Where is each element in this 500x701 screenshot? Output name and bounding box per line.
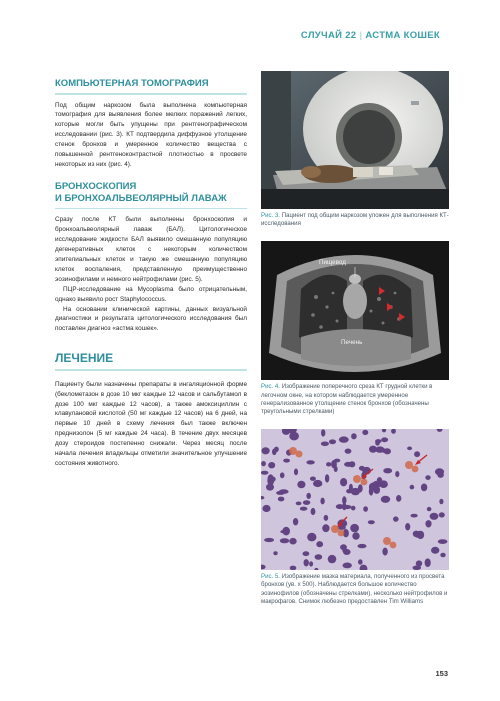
running-head [301,30,440,41]
cell-nucleus [346,489,352,493]
cell-nucleus [261,461,266,466]
right-column [261,71,449,606]
cell-nucleus [369,487,374,496]
cell-nucleus [425,475,430,480]
cell-nucleus [342,549,349,553]
cell-nucleus [289,538,296,545]
ct-scanner-photo [261,71,449,209]
bal-heading-line2: И БРОНХОАЛЬВЕОЛЯРНЫЙ ЛАВАЖ [55,192,227,204]
cell-nucleus [395,471,399,477]
cell-nucleus [325,474,329,482]
cell-nucleus [430,513,439,520]
cell-nucleus [345,449,352,454]
ct-slice-image [261,241,449,380]
figure-4-number: Рис. 4. [261,383,280,391]
section-rule [55,93,247,95]
cell-nucleus [280,473,285,479]
figure-3-photo [261,71,449,209]
figure-5-text: Изображение мазка материала, полученного из просвета бронхов (ув. х 500). Наблюдается большое количество эозинофилов (обозначены стрелками), несколько нейтрофилов и макрофагов. Снимок любезно предоставлен Tim Williams [261,573,448,605]
cell-nucleus [435,469,444,476]
cell-nucleus [405,523,410,530]
cell-nucleus [310,477,316,481]
bal-paragraph-1: Сразу после КТ были выполнены бронхоскопия и бронхоальвеолярный лаваж (БАЛ). Цитологическое исследование жидкости БАЛ выявило смешанную популяцию дегенеративных клеток с некоторым количеством эпителиальных клеток и такую же смешанную популяцию клеток воспаления, представленную преимущественно эозинофилами и немного нейтрофилами (рис. 5). [55,216,247,283]
figure-4-text: Изображение поперечного среза КТ грудной клетки в легочном окне, на котором наблюдается умеренное генерализованное утолщение стенок бронхов (обозначены треугольными стрелками) [261,383,433,416]
page-number: 153 [435,669,448,678]
cell-nucleus [276,491,285,495]
cell-nucleus [315,554,323,560]
cell-nucleus [297,481,305,488]
cell-nucleus [309,561,313,566]
cell-nucleus [416,561,422,567]
cell-nucleus [326,462,331,466]
cell-nucleus [350,524,359,532]
cell-nucleus [351,433,357,439]
cell-nucleus [273,551,277,555]
cell-nucleus [306,493,311,499]
cell-nucleus [410,485,415,490]
cell-nucleus [282,527,290,536]
figure-3-number: Рис. 3. [261,212,280,219]
section-heading-treatment: ЛЕЧЕНИЕ [55,351,114,366]
cell-nucleus [431,547,439,554]
cell-nucleus [396,495,401,502]
cell-nucleus [306,461,314,465]
cell-nucleus [342,503,346,511]
cell-nucleus [272,449,277,456]
header-separator: | [359,30,363,41]
cell-nucleus [381,496,390,503]
cell-nucleus [438,539,448,544]
cell-nucleus [352,532,359,540]
label-esophagus: Пищевод [319,259,346,267]
cell-nucleus [303,500,310,505]
section-rule [55,369,247,371]
cell-nucleus [294,469,298,476]
figure-5-cytology [261,429,449,570]
cell-nucleus [262,505,270,512]
figure-4-ct-slice [261,241,449,380]
cell-nucleus [351,506,356,511]
cytology-image [261,429,449,570]
cell-nucleus [264,538,274,542]
cell-nucleus [300,507,308,511]
cell-nucleus [296,502,302,506]
cell-nucleus [320,498,324,505]
cell-nucleus [321,442,329,447]
cell-nucleus [304,559,309,566]
cell-nucleus [376,483,385,487]
cell-nucleus [382,548,387,556]
bal-paragraph-3: На основании клинической картины, данных визуальной диагностики и результата цитологического исследования был поставлен диагноз «астма кошек». [55,305,247,333]
cell-nucleus [313,480,322,487]
section-heading-bal [55,181,247,205]
cell-nucleus [358,544,367,548]
cell-nucleus [344,462,353,467]
cell-nucleus [421,484,427,492]
cell-nucleus [293,518,298,525]
cell-nucleus [283,459,290,463]
cell-nucleus [368,520,375,524]
cell-nucleus [340,478,347,486]
cell-nucleus [261,471,268,475]
section-heading-ct: КОМПЬЮТЕРНАЯ ТОМОГРАФИЯ [55,78,209,89]
cell-nucleus [358,560,363,565]
cell-nucleus [362,430,368,435]
bal-paragraph-2: ПЦР-исследование на Mycoplasma было отрицательным, однако выявило рост Staphylococcus. [55,285,247,303]
figure-3-text: Пациент под общим наркозом уложен для выполнения КТ-исследования [261,212,449,228]
figure-4-caption [261,383,449,416]
treatment-paragraph: Пациенту были назначены препараты в ингаляционной форме (беклометазон в дозе 10 мкг каждые 12 часов и сальбутамол в дозе 100 мкг каждые 12 часов), а также амоксициллин с клавулановой кислотой (50 мг каждые 12 часов) на 6 дней, на первые 10 дней в схему лечения был также включен преднизолон (5 мг каждые 24 часа). В течение двух месяцев дозу стероидов постепенно снижали. Через месяц после начала лечения владельцы отметили значительное улучшение состояния животного. [55,380,247,467]
cell-nucleus [343,563,352,569]
cell-nucleus [425,520,431,527]
cell-nucleus [331,460,337,468]
section-rule [55,208,247,210]
cell-nucleus [268,475,274,484]
cell-nucleus [324,515,329,521]
cell-nucleus [393,517,399,522]
cell-nucleus [321,429,325,436]
cell-nucleus [440,553,445,558]
left-column [55,78,247,469]
cell-nucleus [411,514,418,518]
bal-heading-line1: БРОНХОСКОПИЯ [55,180,137,192]
case-title: АСТМА КОШЕК [365,30,440,41]
cell-nucleus [414,452,420,458]
cell-nucleus [375,447,384,453]
cell-nucleus [322,525,329,533]
cell-nucleus [316,541,323,547]
cell-nucleus [280,539,289,544]
cell-nucleus [339,437,349,443]
cell-nucleus [328,555,337,563]
figure-5-number: Рис. 5. [261,573,280,581]
cell-nucleus [363,506,368,512]
cell-nucleus [383,468,392,473]
ct-paragraph: Под общим наркозом была выполнена компьютерная томография для выявления более мелких поражений легких, которые могли быть упущены при рентгенографическом исследовании (рис. 3). КТ подтвердила диффузное утолщение стенок бронхов и умеренное количество вещества с повышенной рентгеноконтрастной плотностью в просвете некоторых из них (рис. 4). [55,101,247,168]
cell-nucleus [427,507,432,511]
cell-nucleus [329,440,336,445]
cell-nucleus [414,531,422,538]
cell-nucleus [439,499,443,505]
cell-nucleus [439,512,445,517]
figure-5-caption [261,573,449,606]
cell-nucleus [307,533,316,542]
cell-nucleus [311,508,316,515]
figure-3-caption [261,212,449,228]
case-number: СЛУЧАЙ 22 [300,30,357,41]
cell-nucleus [268,462,275,468]
cell-nucleus [373,486,380,494]
cell-nucleus [278,497,285,502]
cell-nucleus [375,441,380,446]
cell-nucleus [381,438,388,443]
cell-nucleus [303,552,310,557]
cell-nucleus [407,447,412,451]
cell-nucleus [262,447,270,454]
label-liver: Печень [341,339,363,347]
cell-nucleus [425,559,431,568]
